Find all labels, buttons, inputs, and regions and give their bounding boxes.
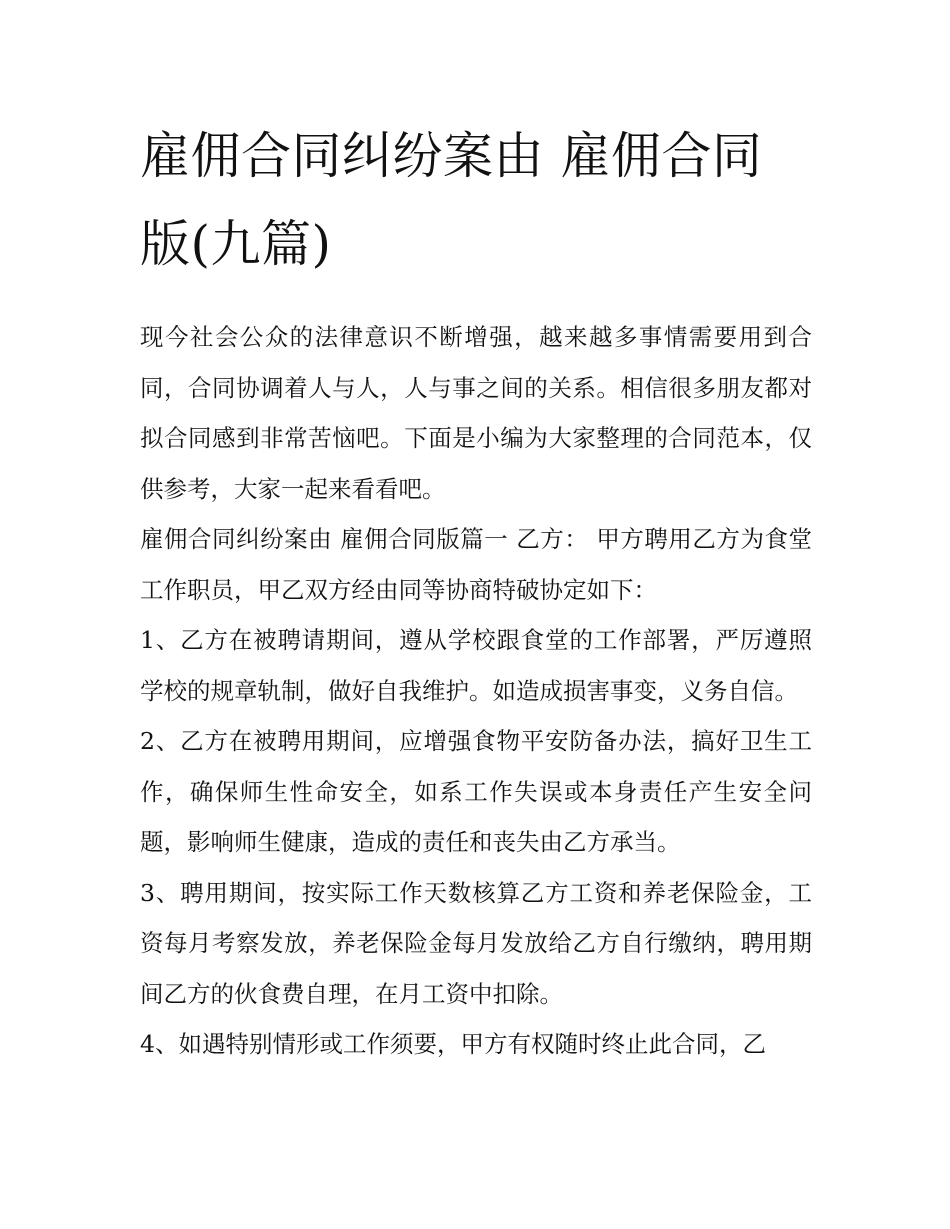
- document-title: 雇佣合同纠纷案由 雇佣合同版(九篇): [140, 127, 763, 273]
- paragraph-clause-3: 3、聘用期间，按实际工作天数核算乙方工资和养老保险金，工资每月考察发放，养老保险金每月发放给乙方自行缴纳，聘用期间乙方的伙食费自理，在月工资中扣除。: [140, 878, 812, 1008]
- document-page: [140, 112, 812, 1070]
- paragraph-clause-4: 4、如遇特别情形或工作须要，甲方有权随时终止此合同，乙: [140, 1030, 766, 1058]
- paragraph-intro: 现今社会公众的法律意识不断增强，越来越多事情需要用到合同，合同协调着人与人，人与事之间的关系。相信很多朋友都对拟合同感到非常苦恼吧。下面是小编为大家整理的合同范本，仅供参考，大家一起来看看吧。: [140, 323, 812, 503]
- paragraph-chapter-one: 雇佣合同纠纷案由 雇佣合同版篇一 乙方： 甲方聘用乙方为食堂工作职员，甲乙双方经由同等协商特破协定如下：: [140, 525, 812, 604]
- paragraph-clause-2: 2、乙方在被聘用期间，应增强食物平安防备办法，搞好卫生工作，确保师生性命安全，如系工作失误或本身责任产生安全问题，影响师生健康，造成的责任和丧失由乙方承当。: [140, 727, 812, 856]
- paragraph-clause-1: 1、乙方在被聘请期间，遵从学校跟食堂的工作部署，严厉遵照学校的规章轨制，做好自我维护。如造成损害事变，义务自信。: [140, 626, 812, 705]
- document-body: [140, 312, 812, 1070]
